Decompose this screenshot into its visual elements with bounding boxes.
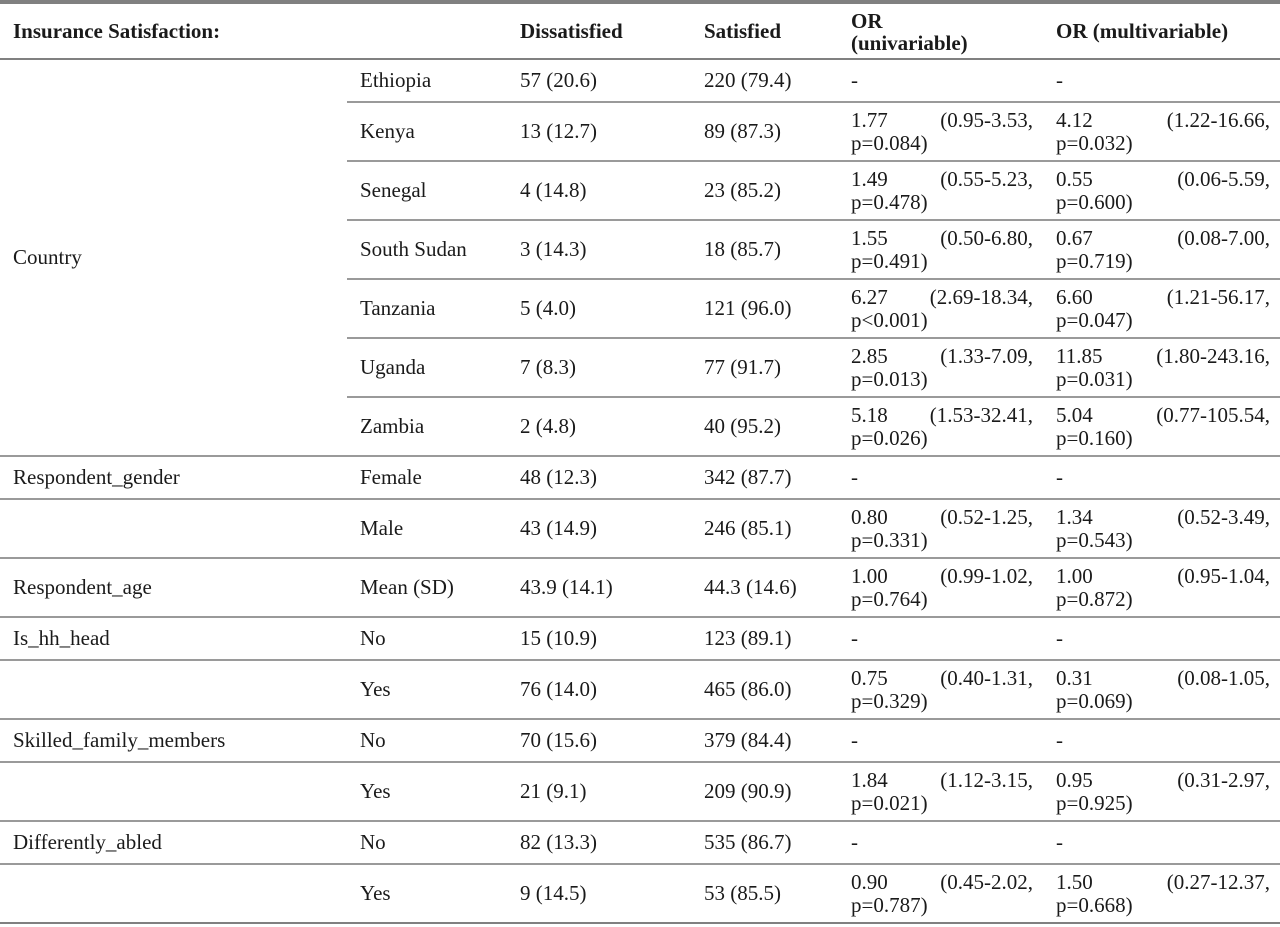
cell-or-multivariable-value: - bbox=[1056, 68, 1063, 92]
cell-or-univariable-pvalue: p=0.478) bbox=[851, 189, 928, 214]
cell-or-multivariable-value: - bbox=[1056, 830, 1063, 854]
cell-or-univariable bbox=[838, 161, 1043, 220]
cell-or-univariable bbox=[838, 821, 1043, 864]
cell-or-multivariable-ci: (1.80-243.16, bbox=[1156, 343, 1270, 368]
cell-or-multivariable-ci: (0.31-2.97, bbox=[1177, 767, 1270, 792]
cell-or-multivariable-estimate: 4.12 bbox=[1056, 107, 1093, 132]
cell-or-univariable-line1 bbox=[851, 227, 1033, 250]
cell-or-univariable bbox=[838, 864, 1043, 923]
group-label-is-hh-head: Is_hh_head bbox=[0, 617, 347, 660]
table-row bbox=[0, 821, 1280, 864]
cell-or-multivariable-estimate: 5.04 bbox=[1056, 402, 1093, 427]
cell-or-univariable-value: - bbox=[851, 465, 858, 489]
cell-satisfied: 89 (87.3) bbox=[691, 102, 838, 161]
cell-satisfied: 209 (90.9) bbox=[691, 762, 838, 821]
cell-or-univariable bbox=[838, 220, 1043, 279]
cell-or-multivariable bbox=[1043, 617, 1280, 660]
cell-or-multivariable-ci: (1.21-56.17, bbox=[1166, 284, 1270, 309]
cell-level: Yes bbox=[347, 864, 507, 923]
cell-or-univariable-pvalue: p=0.013) bbox=[851, 366, 928, 391]
cell-or-univariable-ci: (1.53-32.41, bbox=[929, 402, 1033, 427]
cell-level: Uganda bbox=[347, 338, 507, 397]
group-label-respondent-age: Respondent_age bbox=[0, 558, 347, 617]
cell-or-univariable-line1 bbox=[851, 667, 1033, 690]
cell-or-multivariable-pvalue: p=0.069) bbox=[1056, 688, 1133, 713]
cell-level: Female bbox=[347, 456, 507, 499]
insurance-satisfaction-table bbox=[0, 4, 1280, 924]
cell-or-univariable-ci: (1.33-7.09, bbox=[940, 343, 1033, 368]
cell-satisfied: 121 (96.0) bbox=[691, 279, 838, 338]
cell-or-multivariable bbox=[1043, 102, 1280, 161]
cell-dissatisfied: 43.9 (14.1) bbox=[507, 558, 691, 617]
cell-or-multivariable-pvalue: p=0.032) bbox=[1056, 130, 1133, 155]
cell-satisfied: 220 (79.4) bbox=[691, 59, 838, 102]
cell-or-multivariable-pvalue: p=0.031) bbox=[1056, 366, 1133, 391]
cell-or-multivariable-pvalue: p=0.600) bbox=[1056, 189, 1133, 214]
cell-or-univariable-pvalue: p=0.329) bbox=[851, 688, 928, 713]
table-row bbox=[0, 499, 1280, 558]
cell-or-univariable-pvalue: p=0.787) bbox=[851, 892, 928, 917]
cell-or-multivariable-line1 bbox=[1056, 404, 1270, 427]
cell-or-univariable-estimate: 0.75 bbox=[851, 665, 888, 690]
cell-or-univariable-line1 bbox=[851, 168, 1033, 191]
cell-or-multivariable-estimate: 6.60 bbox=[1056, 284, 1093, 309]
cell-level: Kenya bbox=[347, 102, 507, 161]
cell-or-univariable bbox=[838, 279, 1043, 338]
cell-or-multivariable-ci: (0.95-1.04, bbox=[1177, 563, 1270, 588]
header-row bbox=[0, 4, 1280, 59]
cell-or-multivariable-pvalue: p=0.160) bbox=[1056, 425, 1133, 450]
cell-or-univariable-pvalue: p=0.491) bbox=[851, 248, 928, 273]
cell-or-univariable-estimate: 1.84 bbox=[851, 767, 888, 792]
table-row bbox=[0, 660, 1280, 719]
cell-or-univariable bbox=[838, 456, 1043, 499]
cell-dissatisfied: 21 (9.1) bbox=[507, 762, 691, 821]
cell-or-multivariable bbox=[1043, 719, 1280, 762]
cell-level: Yes bbox=[347, 660, 507, 719]
cell-or-univariable bbox=[838, 762, 1043, 821]
cell-or-multivariable-pvalue: p=0.047) bbox=[1056, 307, 1133, 332]
cell-or-multivariable bbox=[1043, 499, 1280, 558]
cell-dissatisfied: 2 (4.8) bbox=[507, 397, 691, 456]
cell-or-multivariable-ci: (0.06-5.59, bbox=[1177, 166, 1270, 191]
cell-dissatisfied: 57 (20.6) bbox=[507, 59, 691, 102]
cell-or-univariable-ci: (0.45-2.02, bbox=[940, 869, 1033, 894]
cell-or-univariable-ci: (0.40-1.31, bbox=[940, 665, 1033, 690]
cell-satisfied: 535 (86.7) bbox=[691, 821, 838, 864]
cell-or-multivariable bbox=[1043, 660, 1280, 719]
cell-level: No bbox=[347, 617, 507, 660]
cell-or-univariable-line1 bbox=[851, 109, 1033, 132]
header-or-univariable-line1: OR bbox=[851, 8, 883, 33]
cell-or-multivariable-pvalue: p=0.668) bbox=[1056, 892, 1133, 917]
cell-or-univariable-estimate: 2.85 bbox=[851, 343, 888, 368]
cell-or-multivariable-pvalue: p=0.543) bbox=[1056, 527, 1133, 552]
cell-or-multivariable-pvalue: p=0.872) bbox=[1056, 586, 1133, 611]
group-label-empty bbox=[0, 864, 347, 923]
table-row bbox=[0, 864, 1280, 923]
cell-or-multivariable-estimate: 1.34 bbox=[1056, 504, 1093, 529]
cell-satisfied: 40 (95.2) bbox=[691, 397, 838, 456]
cell-or-univariable-value: - bbox=[851, 626, 858, 650]
cell-or-multivariable-pvalue: p=0.719) bbox=[1056, 248, 1133, 273]
cell-or-multivariable-line1 bbox=[1056, 871, 1270, 894]
cell-or-univariable-estimate: 6.27 bbox=[851, 284, 888, 309]
cell-or-univariable-value: - bbox=[851, 68, 858, 92]
cell-satisfied: 23 (85.2) bbox=[691, 161, 838, 220]
cell-or-multivariable-ci: (0.77-105.54, bbox=[1156, 402, 1270, 427]
cell-or-univariable-ci: (0.52-1.25, bbox=[940, 504, 1033, 529]
cell-or-univariable bbox=[838, 558, 1043, 617]
group-label-skilled-family-members: Skilled_family_members bbox=[0, 719, 347, 762]
cell-or-multivariable bbox=[1043, 456, 1280, 499]
cell-or-multivariable-pvalue: p=0.925) bbox=[1056, 790, 1133, 815]
cell-or-multivariable bbox=[1043, 161, 1280, 220]
table-row bbox=[0, 617, 1280, 660]
cell-level: Ethiopia bbox=[347, 59, 507, 102]
cell-dissatisfied: 13 (12.7) bbox=[507, 102, 691, 161]
cell-level: Yes bbox=[347, 762, 507, 821]
cell-or-univariable-ci: (0.55-5.23, bbox=[940, 166, 1033, 191]
cell-or-multivariable-estimate: 11.85 bbox=[1056, 343, 1103, 368]
cell-or-multivariable bbox=[1043, 762, 1280, 821]
cell-or-multivariable-value: - bbox=[1056, 626, 1063, 650]
cell-or-multivariable bbox=[1043, 558, 1280, 617]
cell-or-univariable-pvalue: p<0.001) bbox=[851, 307, 928, 332]
cell-satisfied: 465 (86.0) bbox=[691, 660, 838, 719]
group-label-empty bbox=[0, 660, 347, 719]
cell-or-multivariable-line1 bbox=[1056, 227, 1270, 250]
cell-or-multivariable bbox=[1043, 864, 1280, 923]
cell-or-multivariable-line1 bbox=[1056, 506, 1270, 529]
cell-level: Zambia bbox=[347, 397, 507, 456]
cell-or-univariable-pvalue: p=0.331) bbox=[851, 527, 928, 552]
cell-level: Male bbox=[347, 499, 507, 558]
cell-or-multivariable-line1 bbox=[1056, 345, 1270, 368]
table-row bbox=[0, 762, 1280, 821]
header-level bbox=[347, 4, 507, 59]
group-label-country: Country bbox=[0, 59, 347, 456]
cell-or-multivariable bbox=[1043, 821, 1280, 864]
cell-dissatisfied: 4 (14.8) bbox=[507, 161, 691, 220]
cell-level: Mean (SD) bbox=[347, 558, 507, 617]
cell-or-univariable-estimate: 1.00 bbox=[851, 563, 888, 588]
cell-or-univariable-line1 bbox=[851, 871, 1033, 894]
cell-or-multivariable-line1 bbox=[1056, 109, 1270, 132]
cell-dissatisfied: 9 (14.5) bbox=[507, 864, 691, 923]
cell-or-univariable-ci: (1.12-3.15, bbox=[940, 767, 1033, 792]
cell-or-multivariable-ci: (0.08-7.00, bbox=[1177, 225, 1270, 250]
cell-dissatisfied: 5 (4.0) bbox=[507, 279, 691, 338]
cell-level: No bbox=[347, 821, 507, 864]
table-header bbox=[0, 4, 1280, 59]
cell-or-univariable-line1 bbox=[851, 565, 1033, 588]
cell-or-univariable bbox=[838, 338, 1043, 397]
header-satisfied: Satisfied bbox=[691, 4, 838, 59]
table-row bbox=[0, 456, 1280, 499]
cell-or-univariable bbox=[838, 617, 1043, 660]
cell-or-multivariable-ci: (0.27-12.37, bbox=[1166, 869, 1270, 894]
cell-or-univariable bbox=[838, 499, 1043, 558]
table-body bbox=[0, 59, 1280, 923]
cell-or-multivariable-line1 bbox=[1056, 565, 1270, 588]
cell-or-univariable bbox=[838, 59, 1043, 102]
cell-or-univariable-pvalue: p=0.764) bbox=[851, 586, 928, 611]
cell-or-univariable-value: - bbox=[851, 728, 858, 752]
cell-dissatisfied: 43 (14.9) bbox=[507, 499, 691, 558]
cell-or-multivariable bbox=[1043, 338, 1280, 397]
table-row bbox=[0, 558, 1280, 617]
cell-or-univariable-ci: (0.95-3.53, bbox=[940, 107, 1033, 132]
header-or-univariable bbox=[838, 4, 1043, 59]
cell-level: No bbox=[347, 719, 507, 762]
table-row bbox=[0, 59, 1280, 102]
cell-or-univariable-line1 bbox=[851, 345, 1033, 368]
cell-or-multivariable-estimate: 1.50 bbox=[1056, 869, 1093, 894]
group-label-empty bbox=[0, 499, 347, 558]
cell-or-univariable-estimate: 1.77 bbox=[851, 107, 888, 132]
cell-or-univariable-pvalue: p=0.021) bbox=[851, 790, 928, 815]
cell-satisfied: 123 (89.1) bbox=[691, 617, 838, 660]
cell-or-multivariable-estimate: 1.00 bbox=[1056, 563, 1093, 588]
header-dissatisfied: Dissatisfied bbox=[507, 4, 691, 59]
cell-or-univariable bbox=[838, 660, 1043, 719]
cell-or-univariable-line1 bbox=[851, 286, 1033, 309]
cell-or-univariable-ci: (0.50-6.80, bbox=[940, 225, 1033, 250]
cell-or-univariable bbox=[838, 102, 1043, 161]
cell-or-multivariable-line1 bbox=[1056, 168, 1270, 191]
cell-or-multivariable-estimate: 0.95 bbox=[1056, 767, 1093, 792]
cell-or-univariable-ci: (0.99-1.02, bbox=[940, 563, 1033, 588]
cell-satisfied: 246 (85.1) bbox=[691, 499, 838, 558]
cell-or-univariable bbox=[838, 719, 1043, 762]
cell-or-multivariable-line1 bbox=[1056, 667, 1270, 690]
cell-or-univariable-estimate: 1.49 bbox=[851, 166, 888, 191]
cell-satisfied: 379 (84.4) bbox=[691, 719, 838, 762]
cell-or-univariable bbox=[838, 397, 1043, 456]
cell-or-multivariable-ci: (0.08-1.05, bbox=[1177, 665, 1270, 690]
cell-satisfied: 77 (91.7) bbox=[691, 338, 838, 397]
header-or-multivariable: OR (multivariable) bbox=[1043, 4, 1280, 59]
group-label-differently-abled: Differently_abled bbox=[0, 821, 347, 864]
cell-level: South Sudan bbox=[347, 220, 507, 279]
cell-dissatisfied: 82 (13.3) bbox=[507, 821, 691, 864]
cell-or-multivariable bbox=[1043, 59, 1280, 102]
cell-or-univariable-line1 bbox=[851, 404, 1033, 427]
cell-or-multivariable-estimate: 0.55 bbox=[1056, 166, 1093, 191]
cell-level: Senegal bbox=[347, 161, 507, 220]
cell-dissatisfied: 76 (14.0) bbox=[507, 660, 691, 719]
cell-or-multivariable-ci: (1.22-16.66, bbox=[1166, 107, 1270, 132]
header-insurance-satisfaction: Insurance Satisfaction: bbox=[0, 4, 347, 59]
cell-or-multivariable-value: - bbox=[1056, 728, 1063, 752]
cell-or-univariable-estimate: 0.80 bbox=[851, 504, 888, 529]
cell-or-univariable-line1 bbox=[851, 506, 1033, 529]
cell-or-multivariable-ci: (0.52-3.49, bbox=[1177, 504, 1270, 529]
cell-dissatisfied: 48 (12.3) bbox=[507, 456, 691, 499]
cell-or-multivariable-estimate: 0.67 bbox=[1056, 225, 1093, 250]
cell-or-univariable-estimate: 1.55 bbox=[851, 225, 888, 250]
cell-or-univariable-estimate: 5.18 bbox=[851, 402, 888, 427]
table-row bbox=[0, 719, 1280, 762]
cell-level: Tanzania bbox=[347, 279, 507, 338]
group-label-empty bbox=[0, 762, 347, 821]
cell-or-multivariable-estimate: 0.31 bbox=[1056, 665, 1093, 690]
cell-or-multivariable-line1 bbox=[1056, 769, 1270, 792]
cell-or-multivariable bbox=[1043, 220, 1280, 279]
cell-or-multivariable bbox=[1043, 279, 1280, 338]
cell-satisfied: 342 (87.7) bbox=[691, 456, 838, 499]
cell-dissatisfied: 15 (10.9) bbox=[507, 617, 691, 660]
cell-satisfied: 53 (85.5) bbox=[691, 864, 838, 923]
cell-or-univariable-pvalue: p=0.084) bbox=[851, 130, 928, 155]
cell-or-univariable-line1 bbox=[851, 769, 1033, 792]
group-label-respondent-gender: Respondent_gender bbox=[0, 456, 347, 499]
cell-satisfied: 18 (85.7) bbox=[691, 220, 838, 279]
cell-satisfied: 44.3 (14.6) bbox=[691, 558, 838, 617]
cell-or-multivariable-line1 bbox=[1056, 286, 1270, 309]
cell-or-univariable-ci: (2.69-18.34, bbox=[929, 284, 1033, 309]
cell-dissatisfied: 70 (15.6) bbox=[507, 719, 691, 762]
cell-or-multivariable bbox=[1043, 397, 1280, 456]
cell-or-multivariable-value: - bbox=[1056, 465, 1063, 489]
header-or-univariable-line2: (univariable) bbox=[851, 30, 968, 55]
cell-or-univariable-pvalue: p=0.026) bbox=[851, 425, 928, 450]
cell-dissatisfied: 7 (8.3) bbox=[507, 338, 691, 397]
cell-or-univariable-value: - bbox=[851, 830, 858, 854]
cell-or-univariable-estimate: 0.90 bbox=[851, 869, 888, 894]
cell-dissatisfied: 3 (14.3) bbox=[507, 220, 691, 279]
